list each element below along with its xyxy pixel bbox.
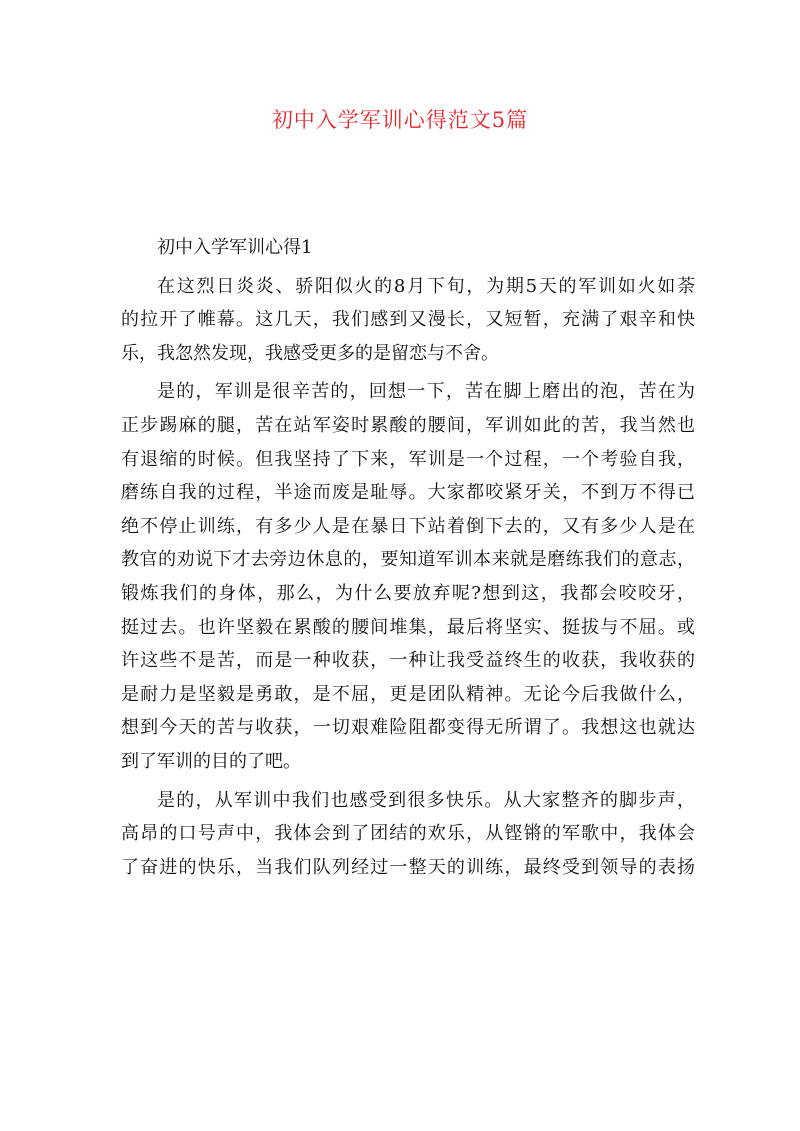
document-body xyxy=(121,231,695,884)
paragraph-line: 正步踢麻的腿，苦在站军姿时累酸的腰间，军训如此的苦，我当然也 xyxy=(121,414,695,436)
paragraph-line: 挺过去。也许坚毅在累酸的腰间堆集，最后将坚实、挺拔与不屈。或 xyxy=(121,616,695,638)
paragraph-line: 是的，从军训中我们也感受到很多快乐。从大家整齐的脚步声， xyxy=(157,789,695,811)
paragraph-line: 磨练自我的过程，半途而废是耻辱。大家都咬紧牙关，不到万不得已 xyxy=(121,482,695,504)
paragraph-line: 了奋进的快乐，当我们队列经过一整天的训练，最终受到领导的表扬 xyxy=(121,856,695,878)
paragraph-line: 绝不停止训练，有多少人是在暴日下站着倒下去的，又有多少人是在 xyxy=(121,515,695,537)
paragraph-line: 是耐力是坚毅是勇敢，是不屈，更是团队精神。无论今后我做什么， xyxy=(121,683,695,705)
paragraph-line: 想到今天的苦与收获，一切艰难险阻都变得无所谓了。我想这也就达 xyxy=(121,717,695,739)
document-title: 初中入学军训心得范文5篇 xyxy=(271,108,529,132)
paragraph-line: 在这烈日炎炎、骄阳似火的8月下旬，为期5天的军训如火如荼 xyxy=(157,275,695,297)
paragraph-line: 有退缩的时候。但我坚持了下来，军训是一个过程，一个考验自我， xyxy=(121,448,695,470)
section-heading: 初中入学军训心得1 xyxy=(157,237,313,258)
paragraph-line: 许这些不是苦，而是一种收获，一种让我受益终生的收获，我收获的 xyxy=(121,650,695,672)
paragraph-line: 锻炼我们的身体，那么，为什么要放弃呢?想到这，我都会咬咬牙， xyxy=(121,582,695,604)
paragraph-line: 高昂的口号声中，我体会到了团结的欢乐，从铿锵的军歌中，我体会 xyxy=(121,823,695,845)
paragraph-line: 教官的劝说下才去旁边休息的，要知道军训本来就是磨练我们的意志， xyxy=(121,549,695,571)
paragraph-line: 乐，我忽然发现，我感受更多的是留恋与不舍。 xyxy=(121,342,499,364)
paragraph-line: 是的，军训是很辛苦的，回想一下，苦在脚上磨出的泡，苦在为 xyxy=(157,381,695,403)
paragraph-line: 到了军训的目的了吧。 xyxy=(121,750,301,772)
paragraph-line: 的拉开了帷幕。这几天，我们感到又漫长，又短暂，充满了艰辛和快 xyxy=(121,309,695,331)
